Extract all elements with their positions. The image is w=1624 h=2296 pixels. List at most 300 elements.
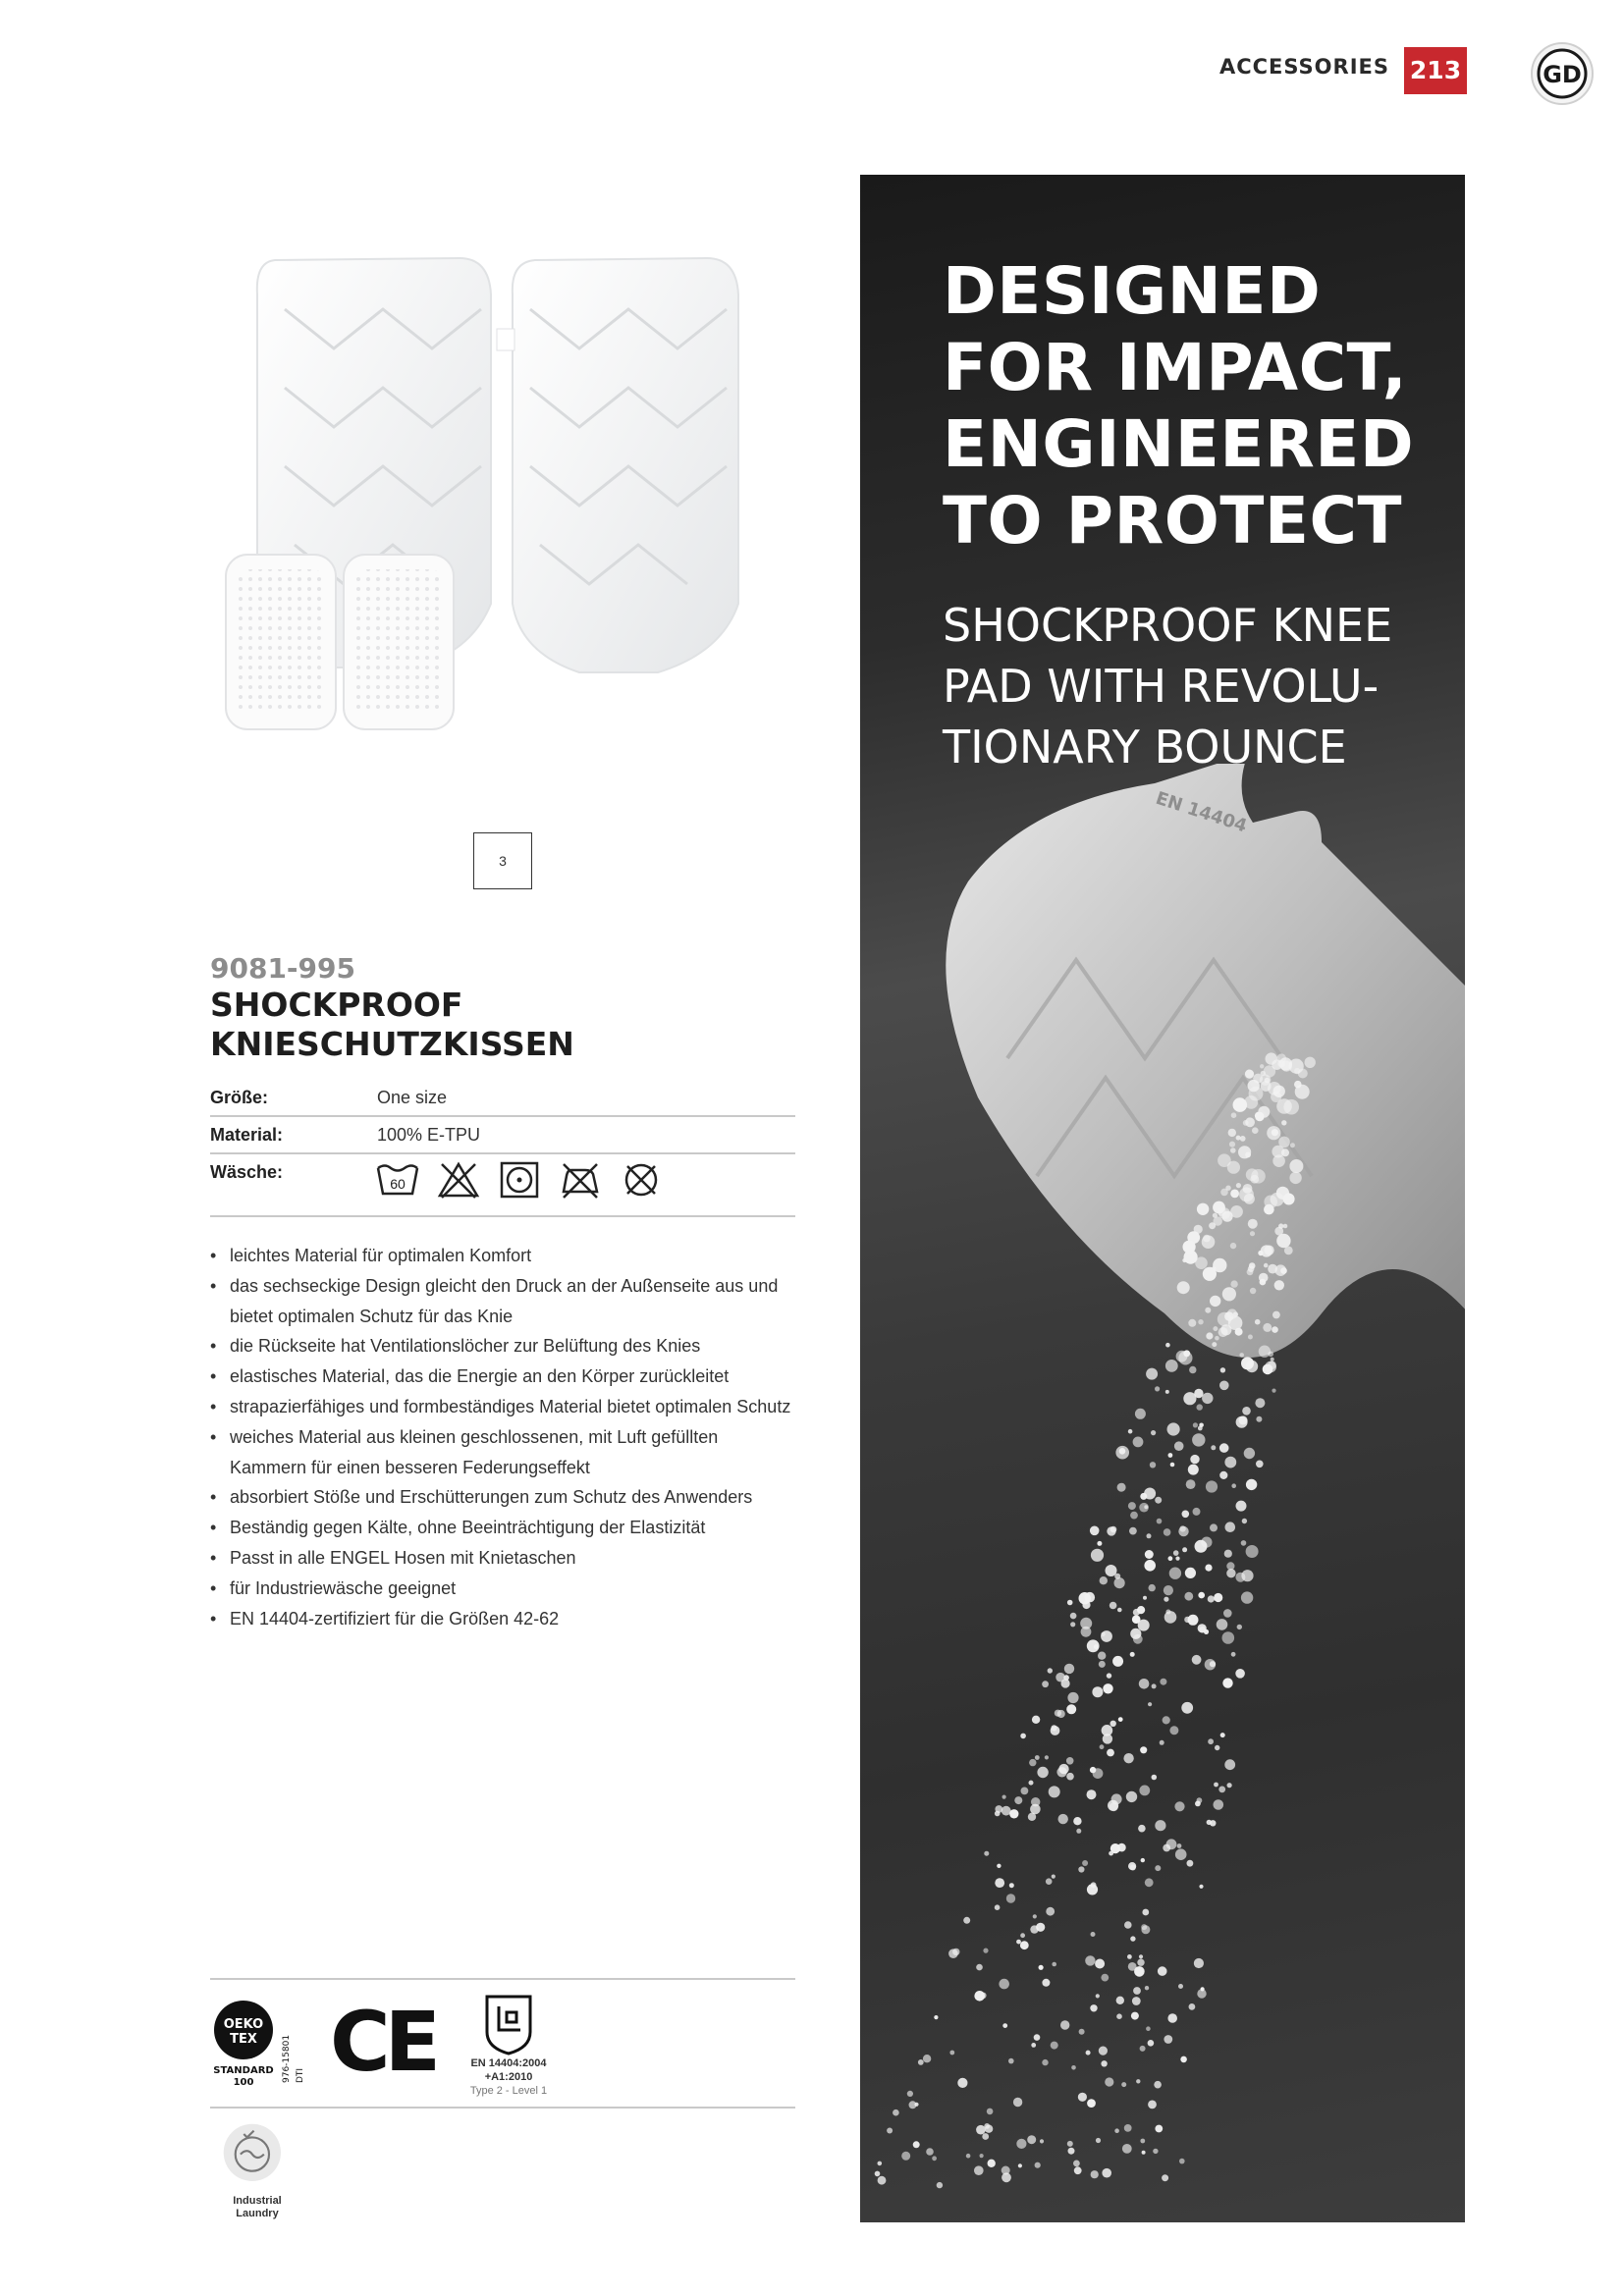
- article-number: 9081-995: [210, 952, 355, 985]
- foam-bead: [1140, 2139, 1145, 2144]
- foam-bead: [1214, 1799, 1224, 1810]
- foam-bead: [1220, 1367, 1225, 1372]
- foam-bead: [1276, 1098, 1292, 1114]
- foam-bead: [1214, 1593, 1222, 1602]
- foam-bead: [1259, 1273, 1269, 1283]
- svg-text:OEKO: OEKO: [223, 2017, 264, 2032]
- foam-bead: [1002, 1795, 1006, 1799]
- foam-bead: [1276, 1234, 1290, 1248]
- foam-bead: [1081, 1627, 1092, 1637]
- foam-bead: [1138, 1825, 1146, 1833]
- foam-bead: [1198, 1319, 1203, 1324]
- foam-bead: [1152, 1775, 1158, 1781]
- foam-bead: [1034, 2034, 1041, 2041]
- foam-bead: [1029, 1781, 1034, 1786]
- list-item: • Beständig gegen Kälte, ohne Beeinträchtigung der Elastizität: [210, 1513, 799, 1543]
- foam-bead: [1002, 2023, 1007, 2028]
- foam-bead: [1241, 1591, 1253, 1603]
- no-dry-clean-icon: [619, 1160, 664, 1200]
- foam-bead: [948, 1949, 958, 1958]
- foam-bead: [1237, 1625, 1242, 1629]
- foam-bead: [1241, 1540, 1247, 1546]
- foam-bead: [1133, 1634, 1143, 1644]
- foam-bead: [1233, 1097, 1248, 1112]
- foam-bead: [1250, 1231, 1255, 1236]
- list-item: • für Industriewäsche geeignet: [210, 1574, 799, 1604]
- foam-bead: [1055, 1710, 1061, 1717]
- foam-bead: [1174, 1441, 1184, 1451]
- foam-bead: [1051, 1725, 1056, 1731]
- brand-logo-text: GD: [1543, 61, 1582, 88]
- foam-bead: [1139, 1786, 1150, 1796]
- foam-bead: [1246, 1545, 1259, 1558]
- foam-bead: [983, 1949, 988, 1953]
- foam-bead: [974, 2165, 984, 2175]
- foam-bead: [1145, 1986, 1149, 1990]
- foam-bead: [1252, 1127, 1259, 1134]
- foam-bead: [1272, 1311, 1280, 1319]
- foam-bead: [1210, 1296, 1220, 1307]
- laundry-text: Laundry: [236, 2208, 279, 2219]
- foam-bead: [984, 2123, 990, 2129]
- foam-bead: [1260, 1064, 1264, 1068]
- foam-bead: [949, 2051, 954, 2056]
- foam-bead: [1201, 1987, 1205, 1991]
- foam-bead: [1130, 1512, 1138, 1520]
- spec-label: Material:: [210, 1125, 284, 1145]
- foam-bead: [1243, 1120, 1249, 1126]
- svg-text:EN 14404: EN 14404: [1153, 787, 1250, 837]
- foam-bead: [1224, 1311, 1233, 1320]
- foam-bead: [1115, 1446, 1129, 1460]
- en-amendment-text: +A1:2010: [484, 2071, 533, 2083]
- knee-pad-small-right: [344, 555, 454, 729]
- foam-bead: [1245, 1070, 1254, 1079]
- foam-bead: [1049, 1786, 1060, 1797]
- product-image: [196, 250, 766, 741]
- foam-bead: [1212, 1342, 1217, 1347]
- foam-bead: [1274, 1280, 1284, 1290]
- foam-bead: [1194, 1389, 1203, 1398]
- foam-bead: [1226, 1562, 1234, 1570]
- foam-bead: [1035, 2163, 1041, 2168]
- foam-bead: [1040, 2139, 1044, 2143]
- foam-bead: [1248, 1265, 1255, 1272]
- foam-bead: [875, 2171, 881, 2177]
- svg-text:TEX: TEX: [230, 2032, 257, 2047]
- foam-bead: [1173, 1550, 1179, 1556]
- en-standard-text: EN 14404:2004: [470, 2057, 547, 2069]
- foam-bead: [1157, 1519, 1163, 1524]
- foam-bead: [1092, 1686, 1103, 1697]
- foam-bead: [1246, 1361, 1258, 1372]
- foam-bead: [1155, 1497, 1162, 1504]
- foam-bead: [1239, 1353, 1244, 1358]
- foam-bead: [1155, 1386, 1160, 1391]
- foam-bead: [1117, 1608, 1122, 1613]
- hero-headline-line: FOR IMPACT,: [943, 330, 1408, 405]
- foam-bead: [1064, 1664, 1074, 1674]
- foam-bead: [1101, 2060, 1107, 2066]
- foam-bead: [1042, 1979, 1050, 1987]
- foam-bead: [1160, 1679, 1166, 1685]
- foam-bead: [976, 1964, 983, 1971]
- svg-text:100: 100: [233, 2077, 254, 2088]
- foam-bead: [1063, 1675, 1069, 1681]
- section-title: ACCESSORIES: [1218, 55, 1389, 79]
- foam-bead: [1210, 1523, 1218, 1531]
- foam-bead: [1150, 1462, 1156, 1468]
- foam-bead: [1073, 1817, 1081, 1825]
- foam-bead: [1155, 1820, 1165, 1831]
- foam-bead: [1231, 1483, 1236, 1488]
- foam-bead: [1056, 1767, 1066, 1777]
- foam-bead: [1211, 1445, 1216, 1450]
- foam-bead: [1193, 1508, 1201, 1516]
- wash-60-icon: [375, 1160, 420, 1200]
- foam-bead: [1136, 2079, 1140, 2083]
- foam-bead: [878, 2176, 887, 2185]
- foam-bead: [1167, 1422, 1180, 1435]
- foam-bead: [1048, 1668, 1053, 1673]
- foam-bead: [1272, 1389, 1275, 1393]
- oeko-tex-badge: [210, 1995, 308, 2093]
- spec-label: Wäsche:: [210, 1162, 284, 1182]
- foam-bead: [907, 2091, 913, 2097]
- list-item: • leichtes Material für optimalen Komfort: [210, 1241, 799, 1271]
- foam-bead: [1289, 1159, 1303, 1173]
- foam-bead: [982, 2133, 989, 2140]
- foam-bead: [1219, 1443, 1229, 1453]
- foam-bead: [1139, 1679, 1150, 1689]
- foam-bead: [1228, 1129, 1236, 1137]
- foam-bead: [1265, 1362, 1276, 1373]
- foam-bead: [1110, 1526, 1117, 1533]
- foam-bead: [1208, 1595, 1215, 1602]
- foam-bead: [1218, 1153, 1231, 1167]
- foam-bead: [1096, 1994, 1100, 1998]
- foam-bead: [1068, 2148, 1075, 2155]
- foam-bead: [1193, 1422, 1198, 1427]
- foam-bead: [1230, 1243, 1236, 1249]
- list-item: • elastisches Material, das die Energie an den Körper zurückleitet: [210, 1362, 799, 1392]
- foam-bead: [1164, 1597, 1168, 1602]
- foam-bead: [1195, 1256, 1208, 1269]
- foam-bead: [887, 2128, 893, 2134]
- no-iron-icon: [558, 1160, 603, 1200]
- foam-bead: [1236, 1416, 1248, 1428]
- foam-bead: [1165, 1343, 1170, 1348]
- hero-sub-line: PAD WITH REVOLU-: [943, 660, 1380, 713]
- foam-bead: [1090, 2004, 1097, 2011]
- foam-bead: [1042, 2059, 1048, 2065]
- foam-bead: [1070, 1622, 1075, 1627]
- foam-bead: [1110, 1843, 1120, 1853]
- hero-subheadline: [943, 595, 1453, 777]
- foam-bead: [1233, 1311, 1238, 1316]
- foam-bead: [1224, 1759, 1235, 1770]
- foam-bead: [1197, 1797, 1203, 1803]
- foam-bead: [1128, 1429, 1133, 1434]
- foam-bead: [1128, 1502, 1136, 1510]
- foam-bead: [893, 2109, 899, 2116]
- foam-bead: [1180, 2056, 1187, 2063]
- foam-bead: [1210, 1661, 1216, 1667]
- foam-bead: [1130, 1936, 1135, 1941]
- laundry-icon: [222, 2122, 293, 2193]
- foam-bead: [1102, 2168, 1111, 2178]
- foam-bead: [1144, 1560, 1156, 1572]
- foam-bead: [1114, 2128, 1119, 2133]
- divider: [210, 2107, 795, 2109]
- image-count-box[interactable]: 3: [473, 832, 532, 889]
- foam-bead: [1091, 1549, 1104, 1562]
- foam-bead: [1018, 2163, 1022, 2167]
- foam-bead: [918, 2059, 924, 2065]
- foam-bead: [1236, 1501, 1247, 1512]
- foam-bead: [1067, 2141, 1073, 2147]
- foam-bead: [1099, 1661, 1106, 1668]
- foam-bead: [1197, 1203, 1209, 1215]
- foam-bead: [1042, 1681, 1049, 1687]
- foam-bead: [976, 2125, 986, 2135]
- foam-bead: [1205, 1308, 1211, 1313]
- foam-bead: [1264, 1204, 1274, 1215]
- foam-bead: [1096, 2138, 1101, 2143]
- foam-bead: [1224, 1457, 1236, 1468]
- foam-bead: [1231, 1652, 1236, 1657]
- foam-bead: [1272, 1326, 1278, 1333]
- foam-bead: [1152, 1683, 1157, 1688]
- foam-bead: [1029, 1759, 1036, 1766]
- foam-bead: [1039, 1965, 1044, 1970]
- foam-bead: [1278, 1223, 1283, 1228]
- list-item: • absorbiert Stöße und Erschütterungen zum Schutz des Anwenders: [210, 1482, 799, 1513]
- foam-bead: [1225, 1522, 1236, 1532]
- foam-bead: [1131, 2012, 1139, 2020]
- foam-bead: [1224, 1550, 1232, 1558]
- foam-bead: [1177, 1843, 1182, 1848]
- foam-bead: [1217, 1619, 1228, 1630]
- foam-bead: [1102, 1725, 1113, 1736]
- foam-bead: [1220, 1733, 1225, 1737]
- foam-bead: [1236, 1136, 1241, 1141]
- foam-bead: [1155, 2125, 1163, 2133]
- foam-bead: [1060, 2020, 1069, 2029]
- foam-bead: [1046, 1878, 1053, 1885]
- foam-bead: [1110, 1802, 1118, 1811]
- foam-bead: [1130, 1652, 1135, 1657]
- foam-bead: [1227, 1783, 1232, 1788]
- foam-bead: [1100, 1576, 1108, 1584]
- foam-bead: [1169, 1726, 1178, 1735]
- foam-bead: [1264, 1263, 1269, 1268]
- foam-bead: [1187, 1860, 1194, 1867]
- foam-bead: [878, 2162, 883, 2166]
- foam-bead: [1213, 1326, 1218, 1331]
- shield-icon: [460, 1993, 558, 2056]
- foam-bead: [1045, 1755, 1049, 1759]
- foam-bead: [1243, 1184, 1253, 1194]
- foam-bead: [1127, 1954, 1132, 1959]
- foam-bead: [1006, 1894, 1015, 1902]
- foam-bead: [1236, 1183, 1241, 1188]
- foam-bead: [1052, 1875, 1056, 1879]
- laundry-text: Industrial: [233, 2195, 282, 2207]
- foam-bead: [1256, 1416, 1262, 1422]
- foam-bead: [1223, 1609, 1232, 1618]
- foam-bead: [1189, 1366, 1196, 1373]
- en-type-text: Type 2 - Level 1: [469, 2085, 548, 2097]
- feature-list: [210, 1241, 799, 1633]
- foam-bead: [1213, 1201, 1225, 1214]
- spec-value: 100% E-TPU: [377, 1125, 481, 1145]
- foam-bead: [1188, 1465, 1199, 1475]
- foam-bead: [1110, 1721, 1116, 1727]
- foam-bead: [1164, 2035, 1172, 2044]
- foam-bead: [1021, 1788, 1029, 1795]
- foam-bead: [1058, 1814, 1068, 1824]
- foam-bead: [1098, 1652, 1106, 1660]
- foam-bead: [1085, 1955, 1095, 1965]
- foam-bead: [1067, 1600, 1073, 1606]
- page-number-badge: 213: [1404, 47, 1467, 94]
- foam-bead: [1140, 1746, 1147, 1753]
- foam-bead: [1148, 1702, 1152, 1706]
- foam-bead: [1168, 1453, 1173, 1458]
- foam-bead: [1124, 2124, 1132, 2132]
- foam-bead: [1153, 2149, 1158, 2154]
- list-item: • weiches Material aus kleinen geschlossenen, mit Luft gefüllten Kammern für einen besseren Federungseffekt: [210, 1422, 799, 1483]
- foam-bead: [1179, 1525, 1185, 1531]
- foam-bead: [1187, 1231, 1200, 1244]
- foam-bead: [1258, 1251, 1263, 1255]
- foam-bead: [1121, 2082, 1126, 2087]
- brand-logo: [1530, 41, 1595, 106]
- hero-headline-line: DESIGNED: [943, 253, 1322, 329]
- foam-bead: [1244, 1448, 1255, 1459]
- foam-bead: [1271, 1358, 1274, 1362]
- spec-label: Größe:: [210, 1088, 269, 1107]
- foam-bead: [932, 2156, 937, 2161]
- foam-bead: [984, 1851, 989, 1856]
- foam-bead: [1272, 1129, 1278, 1136]
- foam-bead: [1238, 1146, 1251, 1158]
- foam-bead: [1246, 1479, 1257, 1490]
- foam-bead: [1281, 1061, 1292, 1072]
- foam-bead: [1199, 1885, 1203, 1889]
- foam-bead: [1169, 1568, 1181, 1579]
- foam-bead: [1162, 2174, 1168, 2181]
- foam-bead: [1020, 1933, 1025, 1938]
- foam-bead: [1158, 1966, 1167, 1976]
- foam-bead: [1001, 2166, 1010, 2175]
- foam-bead: [995, 1904, 1001, 1910]
- foam-bead: [1179, 2159, 1185, 2164]
- foam-bead: [1222, 1631, 1235, 1644]
- foam-bead: [974, 1991, 985, 2002]
- foam-bead: [1036, 1923, 1045, 1932]
- foam-bead: [1182, 1547, 1187, 1552]
- foam-bead: [1112, 1656, 1123, 1667]
- foam-bead: [1146, 2026, 1151, 2031]
- foam-bead: [1222, 1678, 1232, 1687]
- foam-bead: [901, 2152, 910, 2161]
- list-item: • die Rückseite hat Ventilationslöcher zur Belüftung des Knies: [210, 1331, 799, 1362]
- foam-bead: [1305, 1057, 1316, 1068]
- foam-bead: [1182, 1258, 1186, 1262]
- hero-headline: [943, 253, 1453, 560]
- en-14404-badge: [460, 1993, 558, 2101]
- foam-bead: [1078, 1866, 1084, 1872]
- foam-bead: [1281, 1120, 1286, 1125]
- foam-bead: [1144, 1488, 1156, 1500]
- knee-pad-small-left: [226, 555, 336, 729]
- divider: [210, 1978, 795, 1980]
- foam-bead: [1016, 1940, 1021, 1945]
- foam-bead: [1133, 1609, 1140, 1616]
- foam-bead: [1248, 1219, 1258, 1229]
- foam-bead: [1185, 1568, 1196, 1578]
- foam-bead: [1132, 1615, 1141, 1624]
- foam-bead: [1046, 1907, 1055, 1916]
- foam-bead: [1149, 1584, 1156, 1591]
- foam-bead: [1140, 2046, 1146, 2052]
- foam-bead: [1181, 1702, 1193, 1714]
- foam-bead: [1135, 1409, 1146, 1419]
- hero-headline-line: ENGINEERED: [943, 406, 1415, 482]
- foam-bead: [1107, 1749, 1114, 1757]
- foam-bead: [1013, 2098, 1022, 2107]
- list-item: • Passt in alle ENGEL Hosen mit Knietaschen: [210, 1543, 799, 1574]
- tumble-dry-low-icon: [497, 1160, 542, 1200]
- foam-bead: [1219, 1471, 1227, 1479]
- foam-bead: [1229, 1142, 1235, 1148]
- foam-bead: [1255, 1319, 1261, 1325]
- foam-bead: [1214, 1783, 1218, 1788]
- foam-bead: [1086, 2051, 1091, 2056]
- foam-bead: [1251, 1169, 1266, 1184]
- foam-bead: [1190, 1455, 1199, 1464]
- foam-bead: [1116, 1997, 1124, 2004]
- foam-bead: [1186, 1479, 1196, 1489]
- hero-headline-line: TO PROTECT: [943, 483, 1402, 559]
- foam-bead: [1122, 2144, 1132, 2154]
- foam-bead: [1142, 1909, 1149, 1916]
- foam-bead: [937, 2182, 943, 2188]
- svg-text:976-15801: 976-15801: [282, 2034, 292, 2083]
- foam-bead: [1163, 1716, 1170, 1724]
- foam-bead: [1218, 1787, 1225, 1793]
- foam-bead: [1215, 1745, 1219, 1750]
- foam-bead: [1061, 1679, 1070, 1687]
- foam-bead: [934, 2015, 938, 2019]
- foam-bead: [1198, 1592, 1205, 1599]
- foam-bead: [1244, 1194, 1255, 1204]
- product-title-line: SHOCKPROOF: [210, 986, 463, 1024]
- foam-bead: [1255, 1398, 1265, 1408]
- foam-bead: [1272, 1146, 1284, 1158]
- foam-bead: [1189, 2003, 1196, 2010]
- foam-bead: [1272, 1059, 1282, 1070]
- foam-bead: [1101, 1632, 1105, 1636]
- foam-bead: [1085, 1592, 1096, 1603]
- foam-bead: [1033, 1914, 1037, 1918]
- foam-bead: [1020, 1941, 1029, 1949]
- foam-bead: [1202, 1393, 1213, 1404]
- foam-bead: [1087, 2099, 1096, 2108]
- foam-bead: [1097, 1541, 1102, 1546]
